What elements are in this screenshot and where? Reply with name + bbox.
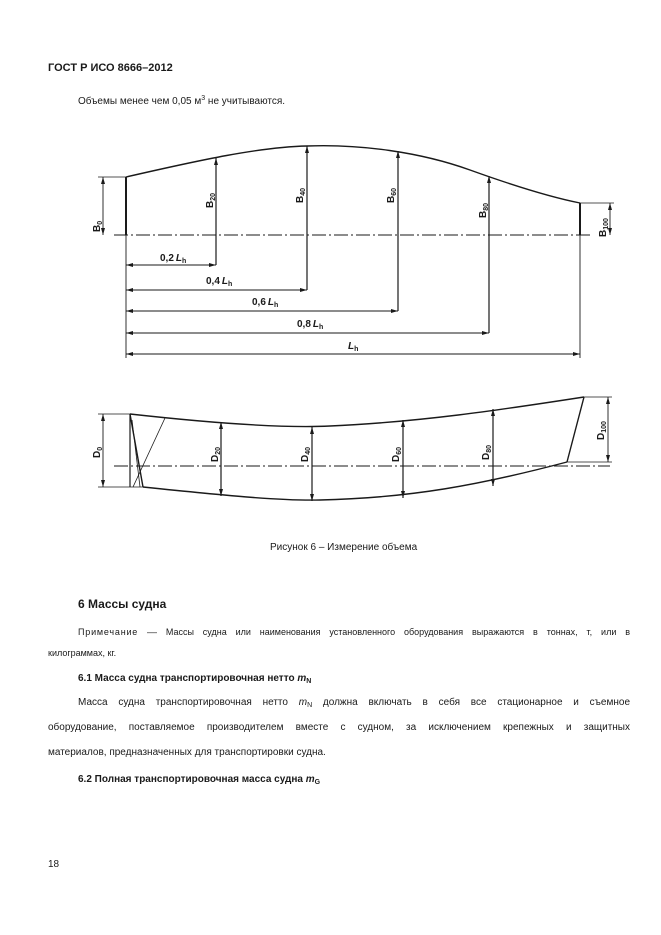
- label-d20: $D_{20}$: [210, 446, 222, 462]
- sheer-curve: [130, 397, 584, 427]
- para-1-text-b: должна включать в себя все стационарное и съемное: [312, 697, 630, 708]
- dim-label-0-8: 0,8 $L_h$: [297, 319, 324, 331]
- label-d60: $D_{60}$: [391, 446, 403, 462]
- intro-text-a: Объемы менее чем 0,05 м: [78, 96, 202, 107]
- section-6-2-title: [78, 774, 320, 786]
- label-b20: $B_{20}$: [205, 192, 217, 208]
- dim-label-0-4: 0,4 $L_h$: [206, 276, 233, 288]
- para-1-symbol: m: [298, 697, 308, 708]
- section-6-1-para-line-1: [78, 698, 630, 709]
- page-number: 18: [48, 859, 60, 870]
- label-b80: $B_{80}$: [478, 202, 490, 218]
- keel-curve: [143, 462, 567, 500]
- intro-superscript: 3: [201, 95, 206, 102]
- label-d100: $D_{100}$: [596, 421, 608, 440]
- figure-caption: Рисунок 6 – Измерение объема: [270, 542, 418, 553]
- label-b40: $B_{40}$: [295, 187, 307, 203]
- para-1-text-a: Масса судна транспортировочная нетто: [78, 697, 299, 708]
- section-6-2-title-text: 6.2 Полная транспортировочная масса судна: [78, 774, 306, 785]
- section-6-1-title-text: 6.1 Масса судна транспортировочная нетто: [78, 673, 298, 684]
- section-6-2-symbol: m: [305, 774, 315, 785]
- label-d80: $D_{80}$: [481, 444, 493, 460]
- section-6-1-para-line-3: материалов, предназначенных для транспортировки судна.: [48, 747, 326, 758]
- beam-outline-curve: [126, 146, 580, 203]
- para-1-subscript: N: [307, 702, 313, 709]
- note-line-1: [78, 628, 630, 638]
- section-6-1-subscript: N: [306, 678, 312, 685]
- dim-label-0-2: 0,2 $L_h$: [160, 253, 187, 265]
- dim-label-0-6: 0,6 $L_h$: [252, 297, 279, 309]
- note-label: Примечание: [78, 627, 139, 637]
- section-6-1-symbol: m: [297, 673, 307, 684]
- stern-line: [567, 397, 584, 462]
- label-d0: $D_0$: [92, 446, 104, 458]
- section-6-1-para-line-2: оборудование, поставляемое производителем вместе с судном, за исключением крепежных и защитных: [48, 722, 630, 733]
- label-b100: $B_{100}$: [598, 218, 610, 237]
- label-b60: $B_{60}$: [386, 187, 398, 203]
- label-d40: $D_{40}$: [300, 446, 312, 462]
- note-dash: ––: [138, 627, 166, 637]
- figure-depth-diagram: [98, 397, 612, 501]
- section-6-title: 6 Массы судна: [78, 597, 167, 611]
- section-6-1-title: [78, 673, 311, 685]
- label-b0: $B_0$: [92, 220, 104, 232]
- note-text-1: Массы судна или наименования установленного оборудования выражаются в тоннах, т, или в: [165, 627, 630, 637]
- document-header: ГОСТ Р ИСО 8666–2012: [48, 62, 173, 74]
- note-line-2: килограммах, кг.: [48, 648, 117, 658]
- intro-text-b: не учитываются.: [205, 96, 286, 107]
- bow-line: [130, 414, 143, 487]
- section-6-2-subscript: G: [314, 779, 321, 786]
- dim-label-full: $L_h$: [348, 341, 359, 353]
